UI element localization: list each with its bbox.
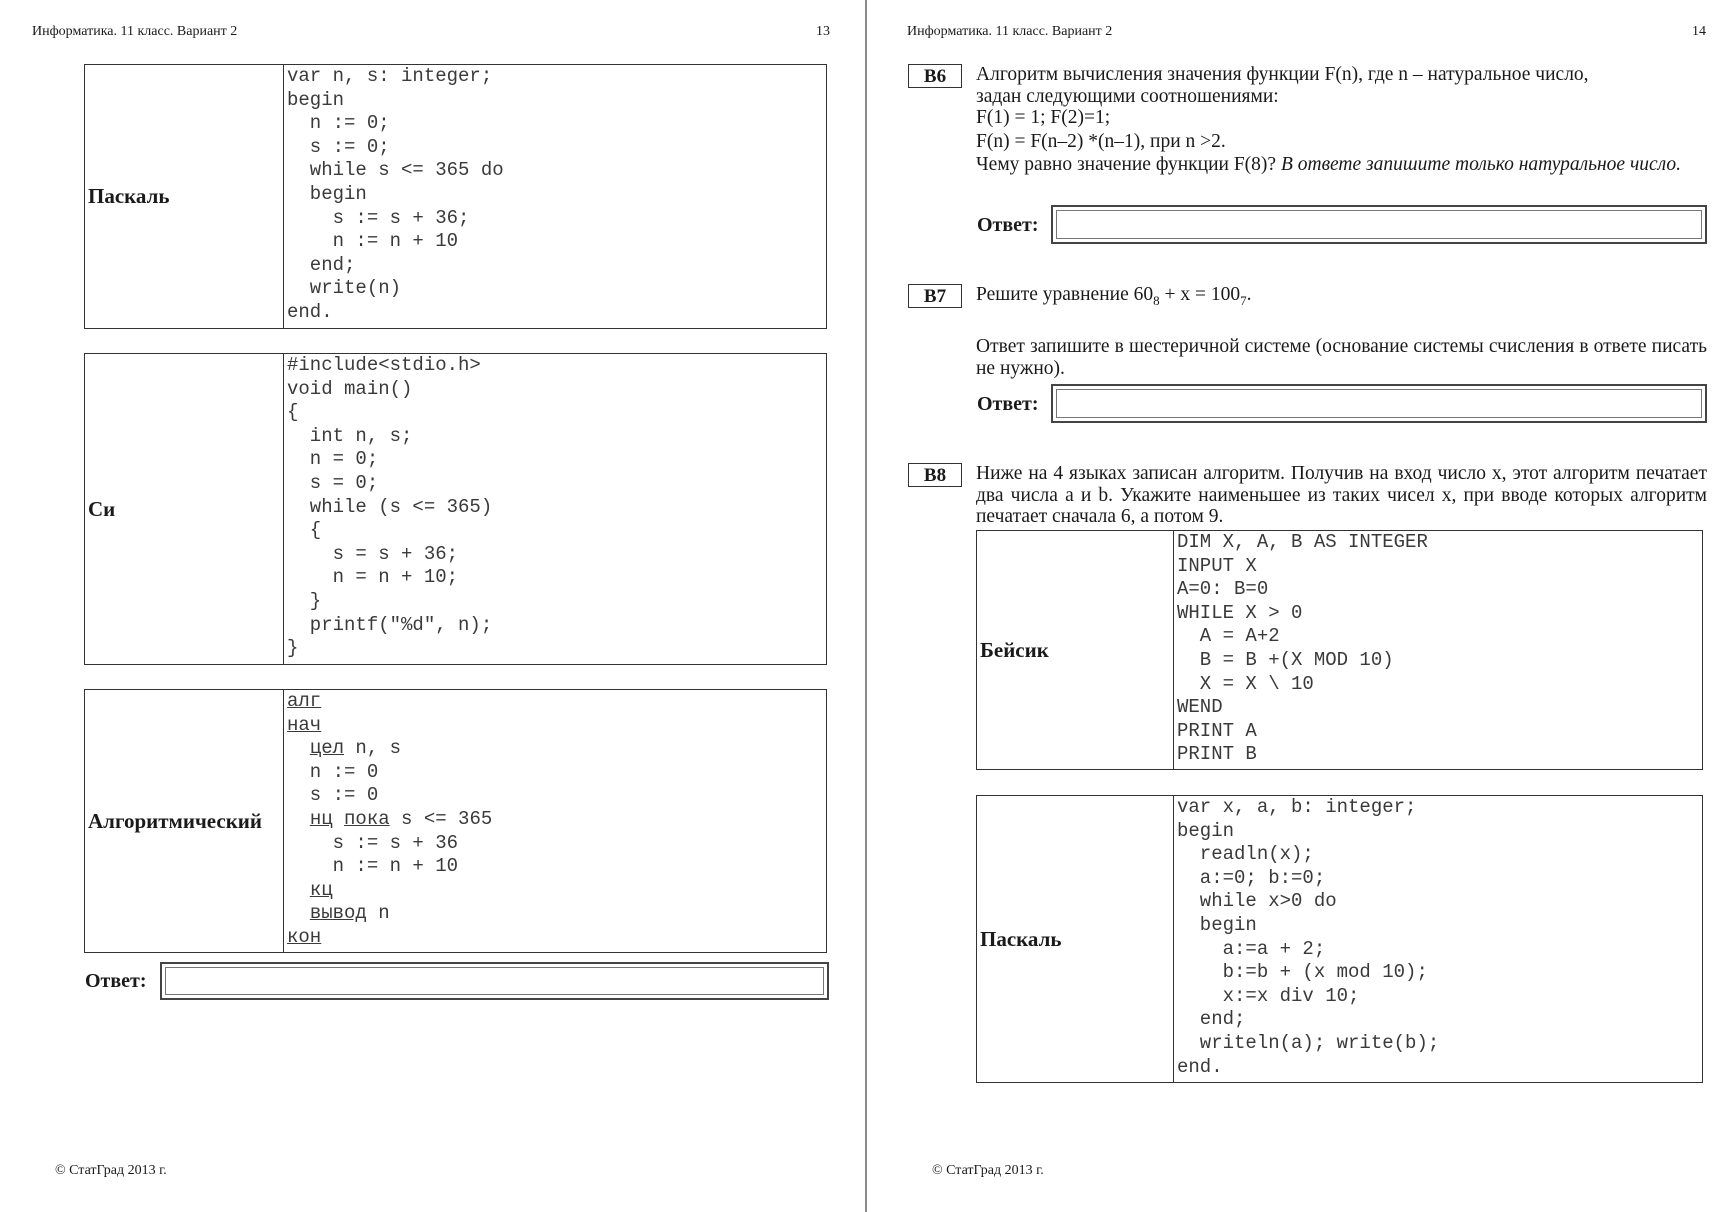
task-line: F(n) = F(n–2) *(n–1), при n >2. [976,130,1226,152]
page-header: Информатика. 11 класс. Вариант 2 [907,24,1113,39]
code-line: B = B +(X MOD 10) [1177,648,1394,671]
language-label: Си [85,354,284,665]
answer-row-b7 [977,384,1573,424]
task-instruction: В ответе запишите только натуральное число. [1280,154,1682,175]
task-b8-text: Ниже на 4 языках записан алгоритм. Получив на вход число x, этот алгоритм печатает два числа a и b. Укажите наименьшее из таких чисел x, при вводе которых алгоритм печатает сначала 6, а потом 9. [976,463,1707,527]
code-line: end; [287,253,356,276]
code-text: n, s [344,737,402,760]
code-line: X = X \ 10 [1177,672,1314,695]
code-line: b:=b + (x mod 10); [1177,961,1428,984]
language-label: Бейсик [977,531,1174,770]
code-line: } [287,589,322,612]
keyword-vyvod: вывод [309,902,367,925]
page-footer: © СтатГрад 2013 г. [55,1163,167,1178]
task-question: Чему равно значение функции F(8)? [976,154,1281,175]
code-line: s := 0 [287,784,379,807]
code-line: A=0: B=0 [1177,578,1269,601]
task-b7-text [976,284,1707,379]
code-line: n := 0 [287,760,379,783]
code-line: begin [287,88,345,111]
keyword-cel: цел [309,737,345,760]
code-line: while s <= 365 do [287,159,504,182]
equation-part: . [1246,284,1252,305]
code-cell [1174,531,1703,770]
code-line: while x>0 do [1177,890,1337,913]
code-line: PRINT B [1177,743,1257,766]
code-line: n = 0; [287,448,379,471]
algorithmic-program-table [84,689,827,953]
code-line: INPUT X [1177,554,1257,577]
code-listing [1174,531,1702,767]
code-line: begin [1177,819,1235,842]
keyword-kc: кц [309,878,333,901]
code-line: write(n) [287,277,402,300]
basic-program-table [976,530,1703,770]
page-header: Информатика. 11 класс. Вариант 2 [32,24,238,39]
task-line: Алгоритм вычисления значения функции F(n), где n – натуральное число, [976,64,1589,85]
code-line: readln(x); [1177,843,1314,866]
code-line: s = s + 36; [287,542,459,565]
code-line: begin [1177,913,1257,936]
page-number: 13 [816,24,830,39]
code-line: s := 0; [287,135,390,158]
code-line: int n, s; [287,424,413,447]
code-line: { [287,401,299,424]
page-number: 14 [1692,24,1706,39]
equation-part: Решите уравнение 60 [976,284,1154,305]
code-line: end; [1177,1008,1246,1031]
code-listing [284,354,826,661]
answer-label: Ответ: [977,393,1039,415]
code-line: a:=0; b:=0; [1177,866,1326,889]
code-line: #include<stdio.h> [287,354,481,376]
answer-box-b6[interactable] [1051,205,1707,244]
code-cell [284,354,827,665]
answer-box[interactable] [160,962,829,1000]
code-line: end. [1177,1055,1223,1078]
code-cell [284,65,827,329]
language-label: Алгоритмический [85,690,284,953]
code-line: n := n + 10 [287,855,459,878]
task-b6-text [976,64,1707,176]
code-line: n = n + 10; [287,566,459,589]
code-line: DIM X, A, B AS INTEGER [1177,531,1428,553]
code-line: var x, a, b: integer; [1177,796,1417,818]
code-line: while (s <= 365) [287,495,493,518]
code-line: begin [287,182,367,205]
keyword-poka: пока [344,807,390,830]
code-line: n := n + 10 [287,230,459,253]
pascal-program-table-b8 [976,795,1703,1083]
language-label: Паскаль [977,796,1174,1083]
code-line: writeln(a); write(b); [1177,1031,1440,1054]
code-listing [284,65,826,325]
code-line: { [287,519,322,542]
answer-label: Ответ: [977,214,1039,236]
code-line: PRINT A [1177,719,1257,742]
code-line: WHILE X > 0 [1177,601,1303,624]
keyword-nc: нц [309,807,333,830]
task-number-b8: B8 [908,463,962,487]
code-text: s <= 365 [389,807,493,830]
task-line: F(1) = 1; F(2)=1; [976,107,1111,128]
task-number-b6: B6 [908,64,962,88]
code-line: s := s + 36; [287,206,470,229]
code-cell [284,690,827,953]
code-line: s := s + 36 [287,831,459,854]
code-cell [1174,796,1703,1083]
right-page [866,0,1733,1212]
answer-box-b7[interactable] [1051,384,1707,423]
code-text: n [366,902,390,925]
pascal-program-table [84,64,827,329]
keyword-nach: нач [287,713,322,736]
answer-label: Ответ: [85,970,147,992]
code-line: a:=a + 2; [1177,937,1326,960]
language-label: Паскаль [85,65,284,329]
code-line: A = A+2 [1177,625,1280,648]
answer-row [85,962,830,1002]
code-line: var n, s: integer; [287,65,493,87]
task-number-b7: B7 [908,284,962,308]
code-line: end. [287,300,333,323]
keyword-alg: алг [287,690,322,712]
code-line: WEND [1177,696,1223,719]
equation-part: + x = 100 [1159,284,1241,305]
left-page [0,0,866,1212]
code-line: } [287,637,299,660]
task-instruction: Ответ запишите в шестеричной системе (основание системы счисления в ответе писать не нужно). [976,336,1707,379]
code-line: x:=x div 10; [1177,984,1360,1007]
code-line: n := 0; [287,112,390,135]
page-footer: © СтатГрад 2013 г. [932,1163,1044,1178]
code-listing [284,690,826,950]
equation-base: 7 [1240,292,1247,308]
code-line: s = 0; [287,471,379,494]
answer-row-b6 [977,205,1573,245]
equation-base: 8 [1153,292,1160,308]
code-line: void main() [287,377,413,400]
code-line: printf("%d", n); [287,613,493,636]
c-program-table [84,353,827,665]
code-listing [1174,796,1702,1079]
task-line: задан следующими соотношениями: [976,85,1279,107]
keyword-kon: кон [287,925,322,948]
